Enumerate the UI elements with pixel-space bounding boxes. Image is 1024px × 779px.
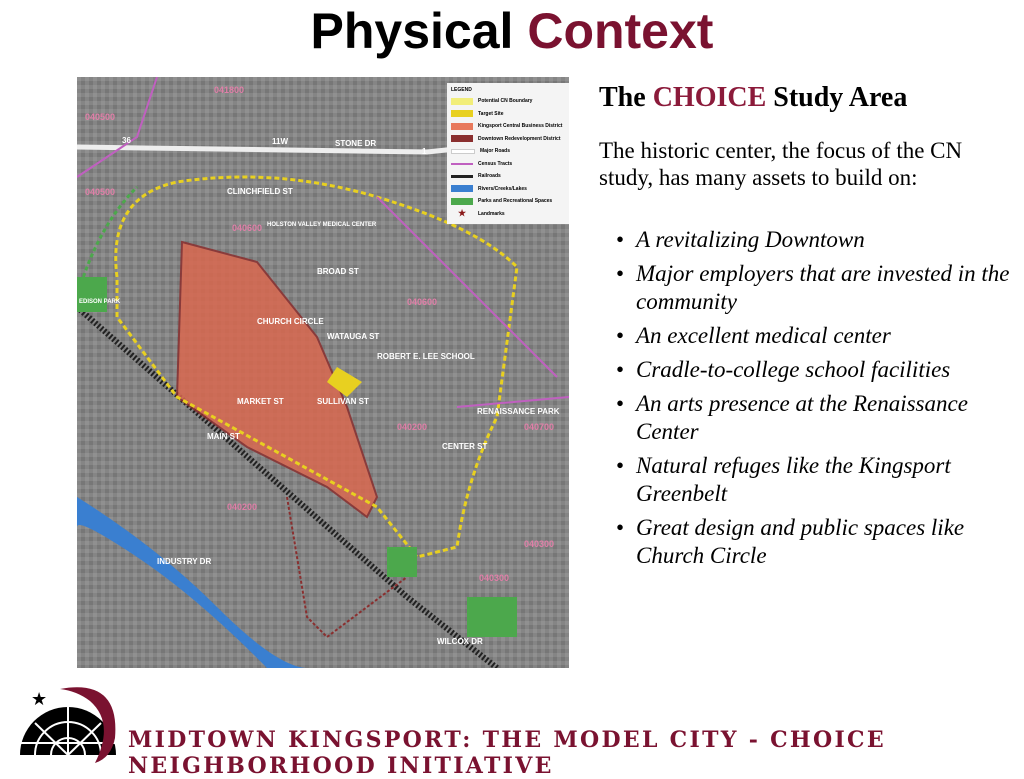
place-label: CHURCH CIRCLE	[257, 317, 324, 326]
slide-title	[0, 2, 1024, 60]
legend-item: Rivers/Creeks/Lakes	[451, 183, 566, 196]
street-label: WATAUGA ST	[327, 332, 380, 341]
place-label: HOLSTON VALLEY MEDICAL CENTER	[267, 222, 377, 228]
street-label: MARKET ST	[237, 397, 284, 406]
legend-item: Census Tracts	[451, 158, 566, 171]
midtown-logo-icon	[15, 683, 125, 763]
tract-label: 040600	[232, 223, 263, 233]
list-item: • Cradle-to-college school facilities	[616, 356, 1016, 384]
list-item: • An excellent medical center	[616, 322, 1016, 350]
list-item: • Major employers that are invested in the community	[616, 260, 1016, 316]
street-label: INDUSTRY DR	[157, 557, 212, 566]
tract-label: 040500	[85, 112, 116, 122]
place-label: EDISON PARK	[79, 299, 121, 305]
legend-item: Downtown Redevelopment District	[451, 133, 566, 146]
tract-label: 041800	[214, 85, 245, 95]
list-item: • An arts presence at the Renaissance Center	[616, 390, 1016, 446]
street-label: SULLIVAN ST	[317, 397, 369, 406]
legend-item: Railroads	[451, 170, 566, 183]
legend-item: Parks and Recreational Spaces	[451, 195, 566, 208]
asset-list	[616, 226, 1016, 576]
tract-label: 040200	[227, 502, 258, 512]
title-part1: Physical	[310, 3, 514, 59]
legend-title: LEGEND	[451, 87, 472, 93]
place-label: RENAISSANCE PARK	[477, 407, 560, 416]
legend-item: Target Site	[451, 108, 566, 121]
tract-label: 040500	[85, 187, 116, 197]
street-label: CENTER ST	[442, 442, 488, 451]
study-area-map	[77, 77, 569, 668]
list-item: • Natural refuges like the Kingsport Greenbelt	[616, 452, 1016, 508]
street-label: BROAD ST	[317, 267, 359, 276]
tract-label: 040200	[397, 422, 428, 432]
tract-label: 040700	[524, 422, 555, 432]
map-legend	[447, 83, 569, 224]
legend-item: Major Roads	[451, 145, 566, 158]
street-label: STONE DR	[335, 139, 377, 148]
place-label: ROBERT E. LEE SCHOOL	[377, 352, 475, 361]
footer-text: MIDTOWN KINGSPORT: THE MODEL CITY - CHOICE NEIGHBORHOOD INITIATIVE	[128, 727, 886, 779]
svg-text:★: ★	[31, 689, 48, 709]
street-label: MAIN ST	[207, 432, 240, 441]
street-label: 1	[422, 147, 427, 156]
tract-label: 040300	[479, 573, 510, 583]
tract-label: 040600	[407, 297, 438, 307]
list-item: • Great design and public spaces like Church Circle	[616, 514, 1016, 570]
legend-item: ★ Landmarks	[457, 208, 505, 219]
intro-text: The historic center, the focus of the CN study, has many assets to build on:	[599, 138, 963, 190]
title-accent: Context	[527, 3, 714, 59]
tract-label: 040300	[524, 539, 555, 549]
street-label: CLINCHFIELD ST	[227, 187, 293, 196]
legend-item: Kingsport Central Business District	[451, 120, 566, 133]
street-label: WILCOX DR	[437, 637, 483, 646]
section-heading: The CHOICE Study Area	[599, 82, 908, 113]
street-label: 36	[122, 136, 131, 145]
list-item: • A revitalizing Downtown	[616, 226, 1016, 254]
legend-item: Potential CN Boundary	[451, 95, 566, 108]
street-label: 11W	[272, 137, 289, 146]
